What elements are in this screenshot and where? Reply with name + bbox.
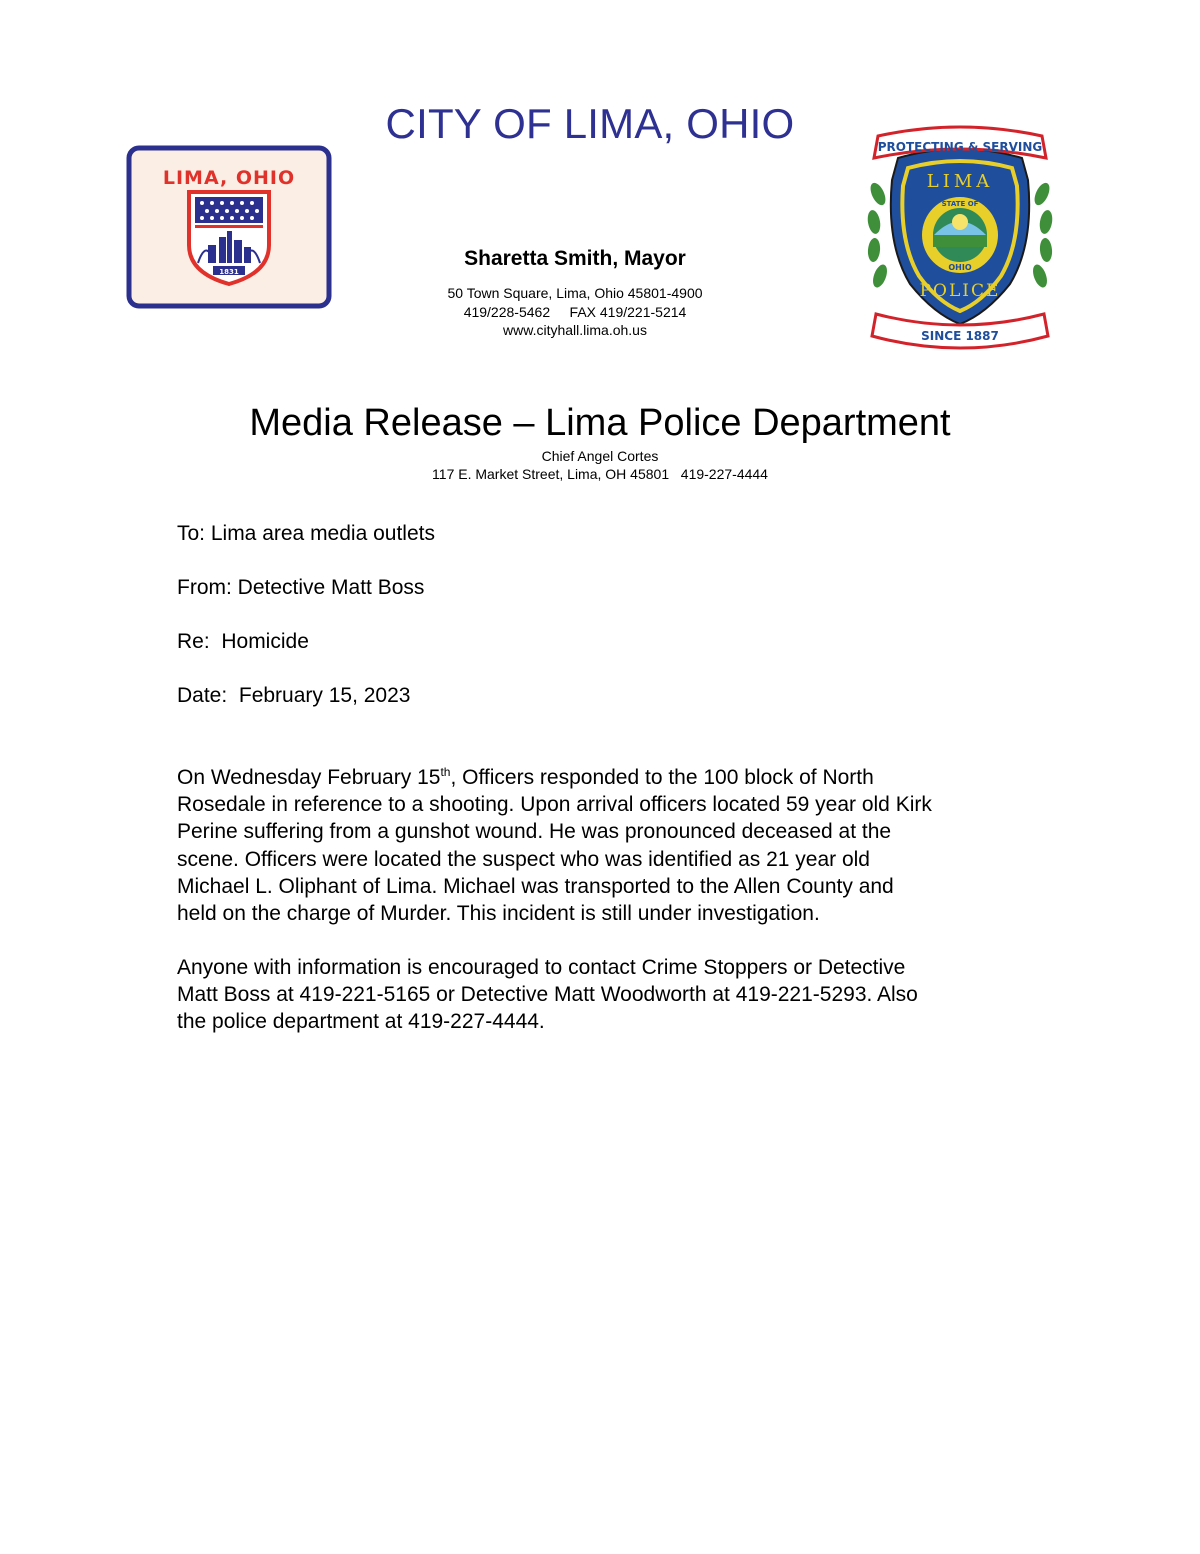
- city-logo-text: LIMA, OHIO: [162, 167, 296, 189]
- city-title: CITY OF LIMA, OHIO: [385, 100, 795, 147]
- p1-line3: Perine suffering from a gunshot wound. He was pronounced deceased at the: [177, 820, 892, 844]
- chief-name: Chief Angel Cortes: [541, 448, 659, 464]
- city-hall-address: 50 Town Square, Lima, Ohio 45801-4900: [447, 285, 703, 301]
- badge-department: POLICE: [919, 281, 1001, 301]
- badge-bottom-banner: SINCE 1887: [921, 329, 999, 343]
- badge-top-banner: PROTECTING & SERVING: [877, 140, 1043, 154]
- p1-start: On Wednesday February 15: [177, 766, 441, 789]
- mayor-name: Sharetta Smith, Mayor: [464, 247, 686, 270]
- p2-line2: Matt Boss at 419-221-5165 or Detective Matt Woodworth at 419-221-5293. Also: [177, 983, 918, 1007]
- city-hall-phones: 419/228-5462 FAX 419/221-5214: [463, 304, 687, 320]
- p1-line4: scene. Officers were located the suspect who was identified as 21 year old: [177, 847, 870, 871]
- body-paragraph-incident: [177, 764, 1057, 927]
- badge-name: LIMA: [926, 171, 994, 192]
- city-logo-year: 1831: [219, 268, 239, 276]
- police-badge-logo: [860, 124, 1060, 354]
- p2-line3: the police department at 419-227-4444.: [177, 1010, 545, 1034]
- memo-from: From: Detective Matt Boss: [177, 576, 425, 599]
- p1-line5: Michael L. Oliphant of Lima. Michael was transported to the Allen County and: [177, 874, 894, 898]
- p1-line1-rest: , Officers responded to the 100 block of North: [450, 766, 874, 789]
- seal-bottom-text: OHIO: [948, 263, 972, 272]
- p1-superscript: th: [440, 765, 451, 779]
- memo-date: Date: February 15, 2023: [177, 684, 411, 707]
- p1-line6: held on the charge of Murder. This incident is still under investigation.: [177, 902, 820, 926]
- memo-to: To: Lima area media outlets: [177, 522, 435, 545]
- city-hall-website: www.cityhall.lima.oh.us: [503, 322, 647, 338]
- p2-line1: Anyone with information is encouraged to contact Crime Stoppers or Detective: [177, 956, 906, 979]
- seal-top-text: STATE OF: [941, 200, 979, 208]
- media-release-title: Media Release – Lima Police Department: [249, 402, 951, 444]
- body-paragraph-contact: [177, 954, 1057, 1036]
- p1-line2: Rosedale in reference to a shooting. Upon arrival officers located 59 year old Kirk: [177, 793, 932, 817]
- memo-re: Re: Homicide: [177, 630, 309, 653]
- department-address: 117 E. Market Street, Lima, OH 45801 419-227-4444: [432, 466, 768, 482]
